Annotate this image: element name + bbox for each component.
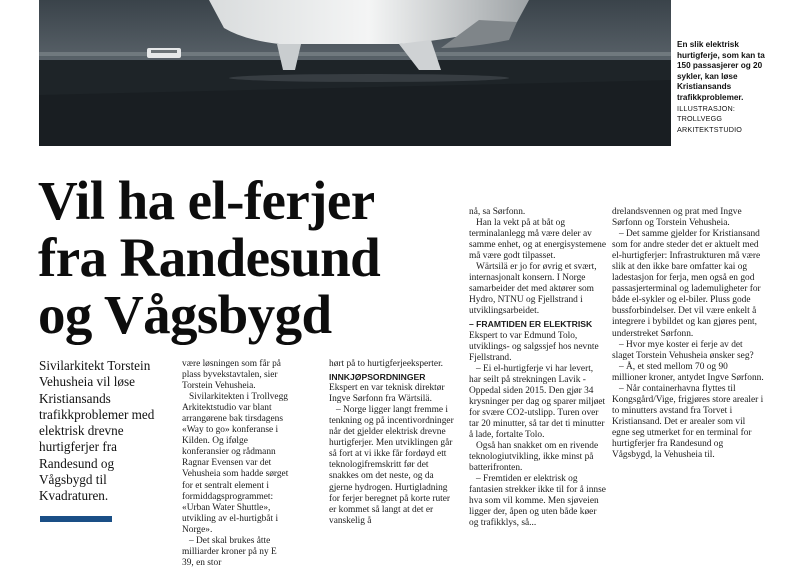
paragraph: Sivilarkitekten i Trollvegg Arkitektstudio var blant arrangørene bak tirsdagens «Way to go» konferanse i Kilden. Og ifølge konferansier og rådmann Ragnar Evensen var det Vehusheia som hadde sørget for et sentralt element i formiddagsprogrammet: «Urban Water Shuttle», utvikling av el-hurtigbåt i Norge».	[182, 392, 289, 535]
paragraph: Wärtsilä er jo for øvrig et svært, internasjonalt konsern. I Norge samarbeider det med aktører som Hydro, NTNU og Fjellstrand i utviklingsarbeidet.	[469, 262, 597, 317]
paragraph: nå, sa Sørfonn.	[469, 207, 526, 217]
paragraph: – Norge ligger langt fremme i tenkning og på incentivordninger når det gjelder elektrisk drevne hurtigferjer. Men utviklingen går så fort at vi ikke får fordøyd ett teknologifremskritt før det snakkes om det neste, og da gjerne hydrogen. Hurtigladning for ferjer beregnet på korte ruter er kommet så langt at det er vanskelig å	[329, 405, 454, 526]
paragraph: – Når containerhavna flyttes til Kongsgård/Vige, frigjøres store arealer i to minutters avstand fra Torvet i Kristiansand. Det er arealer som vil egne seg utmerket for en terminal for hurtigferjer fra Randesund og Vågsbygd, la Vehusheia til.	[612, 383, 764, 461]
paragraph: Ekspert en var teknisk direktør Ingve Sørfonn fra Wärtsilä.	[329, 383, 445, 405]
headline-line-2: fra Randesund	[38, 227, 381, 288]
ferry-illustration-icon	[39, 0, 671, 146]
caption-credit: ILLUSTRASJON: TROLLVEGG ARKITEKTSTUDIO	[677, 103, 743, 134]
body-column-4	[612, 207, 764, 461]
paragraph: – Hvor mye koster ei ferje av det slaget Torstein Vehusheia ønsker seg?	[612, 339, 754, 361]
paragraph: – Fremtiden er elektrisk og fantasien strekker ikke til for å innse hva som vil komme. Men sjøveien ligger der, åpen og uten både køer og trafikklys, så...	[469, 474, 606, 529]
body-column-2	[329, 359, 459, 527]
paragraph: Ekspert to var Edmund Tolo, utviklings- og salgssjef hos nevnte Fjellstrand.	[469, 330, 599, 363]
body-column-1	[182, 359, 290, 569]
subheading: – FRAMTIDEN ER ELEKTRISK	[469, 319, 593, 330]
headline-line-3: og Vågsbygd	[38, 284, 332, 345]
caption-text: En slik elektrisk hurtigferje, som kan ta 150 passasjerer og 20 sykler, kan løse Kristiansands trafikkproblemer.	[677, 40, 765, 102]
article-lead: Sivilarkitekt Torstein Vehusheia vil løse Kristiansands trafikkproblemer med elektrisk drevne hurtigferjer fra Randesund og Vågsbygd til Kvadraturen.	[39, 358, 155, 504]
byline-bar	[40, 516, 112, 522]
paragraph: Også han snakket om en rivende teknologiutvikling, ikke minst på batterifronten.	[469, 440, 599, 474]
paragraph: drelandsvennen og prat med Ingve Sørfonn og Torstein Vehusheia.	[612, 207, 742, 229]
paragraph: – Det samme gjelder for Kristiansand som for andre steder det er aktuelt med el-hurtigferjer: Infrastrukturen må være slik at den ikke bare omfatter kai og ladestasjon for ferja, men også en god passasjerterminal og lademuligheter for både el-sykler og el-biler. Pluss gode bussforbindelser. Det vil være enkelt å integrere i bybildet og kan gjøres pent, understreket Sørfonn.	[612, 229, 761, 339]
subheading: INNKJØPSORDNINGER	[329, 372, 426, 383]
headline-line-1: Vil ha el-ferjer	[38, 170, 375, 231]
paragraph: være løsningen som får på plass byvekstavtalen, sier Torstein Vehusheia.	[182, 359, 281, 392]
photo-caption	[677, 40, 777, 135]
paragraph: hørt på to hurtigferjeeksperter.	[329, 359, 444, 369]
body-column-3	[469, 207, 607, 529]
paragraph: Han la vekt på at båt og terminalanlegg må være deler av samme enhet, og at energisystemene må være godt tilpasset.	[469, 218, 607, 262]
paragraph: – Å, et sted mellom 70 og 90 millioner kroner, antydet Ingve Sørfonn.	[612, 361, 764, 383]
paragraph: – Det skal brukes åtte milliarder kroner på ny E 39, en stor	[182, 535, 277, 568]
paragraph: – Ei el-hurtigferje vi har levert, har seilt på strekningen Lavik - Oppedal siden 2015. Den gjør 34 krysninger per dag og sparer miljøet for svære CO2-utslipp. Turen over tar 20 minutter, så tar det ti minutter å lade, fortalte Tolo.	[469, 363, 606, 440]
ferry-illustration-photo	[39, 0, 671, 146]
article-headline	[38, 172, 458, 343]
